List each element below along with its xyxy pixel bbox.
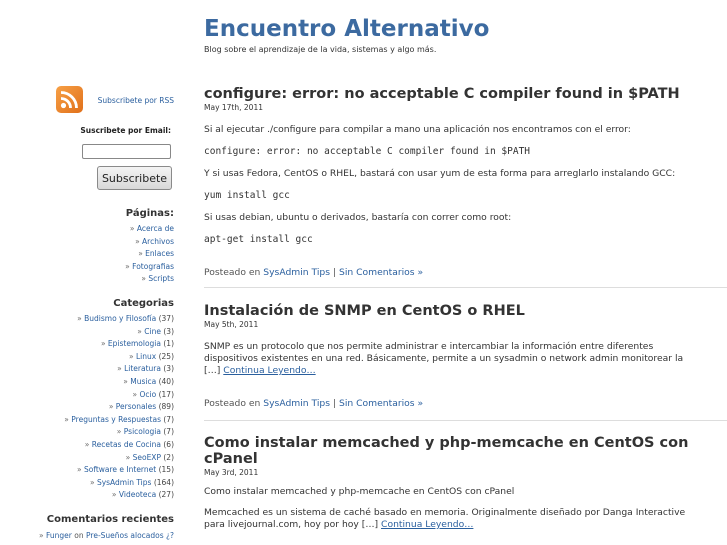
page-link[interactable]: Scripts	[148, 274, 174, 284]
bullet: »	[132, 389, 140, 399]
categories-list	[64, 313, 174, 502]
page-link[interactable]: Enlaces	[145, 249, 174, 259]
page-link[interactable]: Archivos	[142, 236, 174, 246]
email-label: Suscribete por Email:	[80, 126, 171, 135]
bullet: »	[125, 452, 133, 462]
category-item[interactable]	[64, 414, 174, 427]
post-paragraph: Y si usas Fedora, CentOS o RHEL, bastará con usar yum de esta forma para arreglarlo instalando GCC:	[204, 168, 676, 179]
post-paragraph: Si al ejecutar ./configure para compilar a mano una aplicación nos encontramos con el error:	[204, 124, 631, 135]
category-item[interactable]	[64, 326, 174, 339]
category-count: (40)	[158, 376, 174, 386]
page-link[interactable]: Acerca de	[136, 224, 174, 233]
post-title-line[interactable]: Como instalar memcached y php-memcache en CentOS con	[204, 435, 689, 451]
category-item[interactable]	[64, 477, 174, 490]
category-item[interactable]	[64, 439, 174, 452]
category-count: (2)	[163, 452, 174, 462]
posted-in-label: Posteado en	[204, 398, 261, 409]
bullet: »	[116, 427, 124, 437]
category-link[interactable]: SysAdmin Tips	[263, 398, 331, 409]
ellipsis-text: […]	[204, 365, 221, 376]
category-link[interactable]: Epistemologia	[107, 339, 161, 349]
page-item[interactable]	[125, 223, 174, 236]
bullet: »	[129, 351, 136, 361]
post-date: May 3rd, 2011	[204, 468, 259, 477]
category-item[interactable]	[64, 376, 174, 389]
continue-reading-link[interactable]: Continua Leyendo…	[223, 365, 316, 376]
bullet: »	[89, 477, 97, 487]
category-link[interactable]: Budismo y Filosofía	[84, 314, 157, 323]
post-text: para livejournal.com, hoy por hoy […]	[204, 519, 379, 530]
bullet: »	[117, 364, 125, 374]
continue-reading-link[interactable]: Continua Leyendo…	[381, 519, 474, 530]
bullet: »	[39, 531, 47, 540]
meta-separator: |	[332, 267, 337, 278]
category-link[interactable]: Personales	[115, 402, 157, 412]
category-count: (1)	[163, 339, 174, 349]
post-title[interactable]: Instalación de SNMP en CentOS o RHEL	[204, 303, 525, 319]
recent-comments-title: Comentarios recientes	[46, 514, 174, 525]
bullet: »	[76, 465, 84, 475]
code-line: yum install gcc	[204, 190, 290, 201]
category-link[interactable]: SysAdmin Tips	[96, 477, 152, 487]
bullet: »	[64, 414, 72, 424]
comments-link[interactable]: Sin Comentarios »	[339, 267, 424, 278]
post-title[interactable]	[204, 435, 727, 467]
pages-list	[125, 223, 174, 286]
pages-title: Páginas:	[125, 208, 174, 219]
post	[204, 303, 727, 409]
category-item[interactable]	[64, 389, 174, 402]
bullet: »	[108, 402, 116, 412]
site-title[interactable]: Encuentro Alternativo	[204, 16, 490, 42]
category-count: (164)	[153, 477, 174, 487]
bullet: »	[138, 249, 146, 259]
category-count: (15)	[158, 465, 174, 475]
category-count: (89)	[158, 402, 174, 412]
page-item[interactable]	[125, 261, 174, 274]
category-count: (17)	[158, 389, 174, 399]
post-divider	[204, 420, 727, 421]
category-link[interactable]: Software e Internet	[83, 465, 157, 475]
category-item[interactable]	[64, 338, 174, 351]
category-item[interactable]	[64, 313, 174, 326]
category-item[interactable]	[64, 489, 174, 502]
category-link[interactable]: Cine	[144, 326, 161, 336]
bullet: »	[129, 224, 137, 233]
comment-on-text: on	[74, 531, 84, 540]
page-item[interactable]	[125, 273, 174, 286]
code-line: configure: error: no acceptable C compiler found in $PATH	[204, 146, 531, 157]
post-date: May 17th, 2011	[204, 103, 263, 112]
category-count: (7)	[163, 427, 174, 437]
recent-comments-list	[39, 530, 174, 543]
category-item[interactable]	[64, 363, 174, 376]
post-paragraph: Si usas debian, ubuntu o derivados, bastaría con correr como root:	[204, 212, 512, 223]
category-link[interactable]: Musica	[130, 376, 157, 386]
category-link[interactable]: Recetas de Cocina	[91, 439, 161, 449]
category-count: (6)	[163, 439, 174, 449]
post	[204, 86, 727, 278]
post-paragraph: Memcached es un sistema de caché basado en memoria. Originalmente diseñado por Danga Interactive	[204, 507, 686, 518]
post-date: May 5th, 2011	[204, 320, 259, 329]
comments-link[interactable]: Sin Comentarios »	[339, 398, 424, 409]
meta-separator: |	[332, 398, 337, 409]
category-count: (3)	[163, 326, 174, 336]
code-line: apt-get install gcc	[204, 234, 313, 245]
page-link[interactable]: Fotografias	[132, 261, 174, 271]
recent-comment	[39, 530, 174, 543]
category-item[interactable]	[64, 351, 174, 364]
category-count: (3)	[163, 364, 174, 374]
category-count: (25)	[158, 351, 174, 361]
category-link[interactable]: SysAdmin Tips	[263, 267, 331, 278]
post-paragraph: dispositivos existentes en una red. Básicamente, permite a un sysadmin o network admin monitorear la	[204, 353, 684, 364]
bullet: »	[141, 274, 149, 284]
bullet: »	[135, 236, 143, 246]
rss-subscribe[interactable]	[56, 86, 178, 114]
category-link[interactable]: Preguntas y Respuestas	[71, 414, 161, 424]
post-paragraph	[204, 365, 316, 377]
category-item[interactable]	[64, 452, 174, 465]
category-link[interactable]: Linux	[135, 351, 157, 361]
category-item[interactable]	[64, 401, 174, 414]
post-meta	[204, 267, 423, 278]
bullet: »	[84, 439, 92, 449]
category-count: (27)	[158, 490, 174, 500]
site-description: Blog sobre el aprendizaje de la vida, sistemas y algo más.	[204, 45, 437, 54]
subscribe-button[interactable]: Subscribete	[97, 166, 172, 190]
category-item[interactable]	[64, 464, 174, 477]
rss-icon[interactable]	[56, 86, 83, 113]
post-title[interactable]: configure: error: no acceptable C compiler found in $PATH	[204, 86, 680, 102]
bullet: »	[77, 314, 85, 323]
bullet: »	[123, 376, 131, 386]
comment-post-link[interactable]: Pre-Sueños alocados ¿?	[86, 531, 174, 540]
bullet: »	[100, 339, 108, 349]
categories-title: Categorias	[113, 298, 174, 309]
category-link[interactable]: Literatura	[124, 364, 161, 374]
comment-author-link[interactable]: Funger	[46, 531, 72, 540]
rss-link[interactable]: Subscribete por RSS	[97, 96, 174, 105]
category-item[interactable]	[64, 426, 174, 439]
posted-in-label: Posteado en	[204, 267, 261, 278]
category-link[interactable]: Ocio	[139, 389, 157, 399]
bullet: »	[111, 490, 119, 500]
page-item[interactable]	[125, 248, 174, 261]
page-item[interactable]	[125, 236, 174, 249]
category-link[interactable]: SeoEXP	[132, 452, 161, 462]
category-link[interactable]: Psicologia	[123, 427, 161, 437]
category-count: (7)	[163, 414, 174, 424]
post-meta	[204, 398, 423, 409]
bullet: »	[137, 326, 145, 336]
post-paragraph: Como instalar memcached y php-memcache en CentOS con cPanel	[204, 486, 515, 497]
category-link[interactable]: Videoteca	[118, 490, 157, 500]
email-input[interactable]	[82, 144, 171, 159]
post-paragraph: SNMP es un protocolo que nos permite administrar e intercambiar la información entre diferentes	[204, 341, 654, 352]
post-paragraph	[204, 519, 473, 531]
category-count: (37)	[158, 314, 174, 323]
bullet: »	[125, 261, 133, 271]
post-divider	[204, 287, 727, 288]
post	[204, 435, 727, 530]
post-title-line[interactable]: cPanel	[204, 451, 258, 467]
